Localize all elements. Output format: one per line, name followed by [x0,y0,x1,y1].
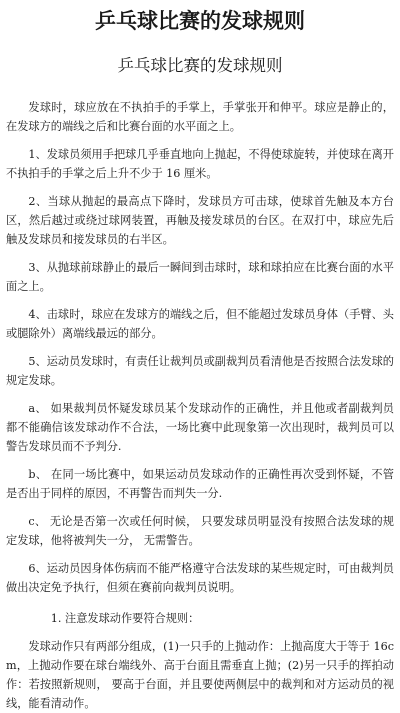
paragraph-rule-5c: c、 无论是否第一次或任何时候， 只要发球员明显没有按照合法发球的规定发球，他将被判失一分， 无需警告。 [6,515,394,547]
paragraph-rule-5b: b、 在同一场比赛中，如果运动员发球动作的正确性再次受到怀疑，不管是否出于同样的原因，不再警告而判失一分. [6,468,394,500]
paragraph-rule-1: 1、发球员须用手把球几乎垂直地向上抛起，不得使球旋转，并使球在离开不执拍手的手掌之后上升不少于 16 厘米。 [6,148,394,180]
section-heading-serve-tips: 1. 注意发球动作要符合规则： [50,612,200,625]
paragraph-rule-4: 4、击球时，球应在发球方的端线之后，但不能超过发球员身体（手臂、头或腿除外）离端线最远的部分。 [6,308,394,340]
paragraph-rule-2: 2、当球从抛起的最高点下降时，发球员方可击球，使球首先触及本方台区，然后越过或绕过球网装置，再触及接发球员的台区。在双打中，球应先后触及发球员和接发球员的右半区。 [6,195,394,246]
paragraph-intro: 发球时，球应放在不执拍手的手掌上，手掌张开和伸平。球应是静止的，在发球方的端线之后和比赛台面的水平面之上。 [6,101,394,133]
paragraph-serve-motion: 发球动作只有两部分组成，(1)一只手的上抛动作：上抛高度大于等于 16cm，上抛动作要在球台端线外、高于台面且需垂直上抛；(2)另一只手的挥拍动作：若按照新规则， 要高于台面，并且要使两侧层中的裁判和对方运动员的视线，能看清动作。 [6,640,394,710]
paragraph-rule-3: 3、从抛球前球静止的最后一瞬间到击球时，球和球拍应在比赛台面的水平面之上。 [6,261,394,293]
document-subtitle: 乒乓球比赛的发球规则 [117,56,283,75]
paragraph-rule-5a: a、 如果裁判员怀疑发球员某个发球动作的正确性，并且他或者副裁判员都不能确信该发球动作不合法，一场比赛中此现象第一次出现时，裁判员可以警告发球员而不予判分. [6,402,394,453]
paragraph-rule-5: 5、运动员发球时，有责任让裁判员或副裁判员看清他是否按照合法发球的规定发球。 [6,355,394,387]
paragraph-rule-6: 6、运动员因身体伤病而不能严格遵守合法发球的某些规定时，可由裁判员做出决定免予执行，但须在赛前向裁判员说明。 [6,562,394,594]
document-title: 乒乓球比赛的发球规则 [95,8,305,33]
